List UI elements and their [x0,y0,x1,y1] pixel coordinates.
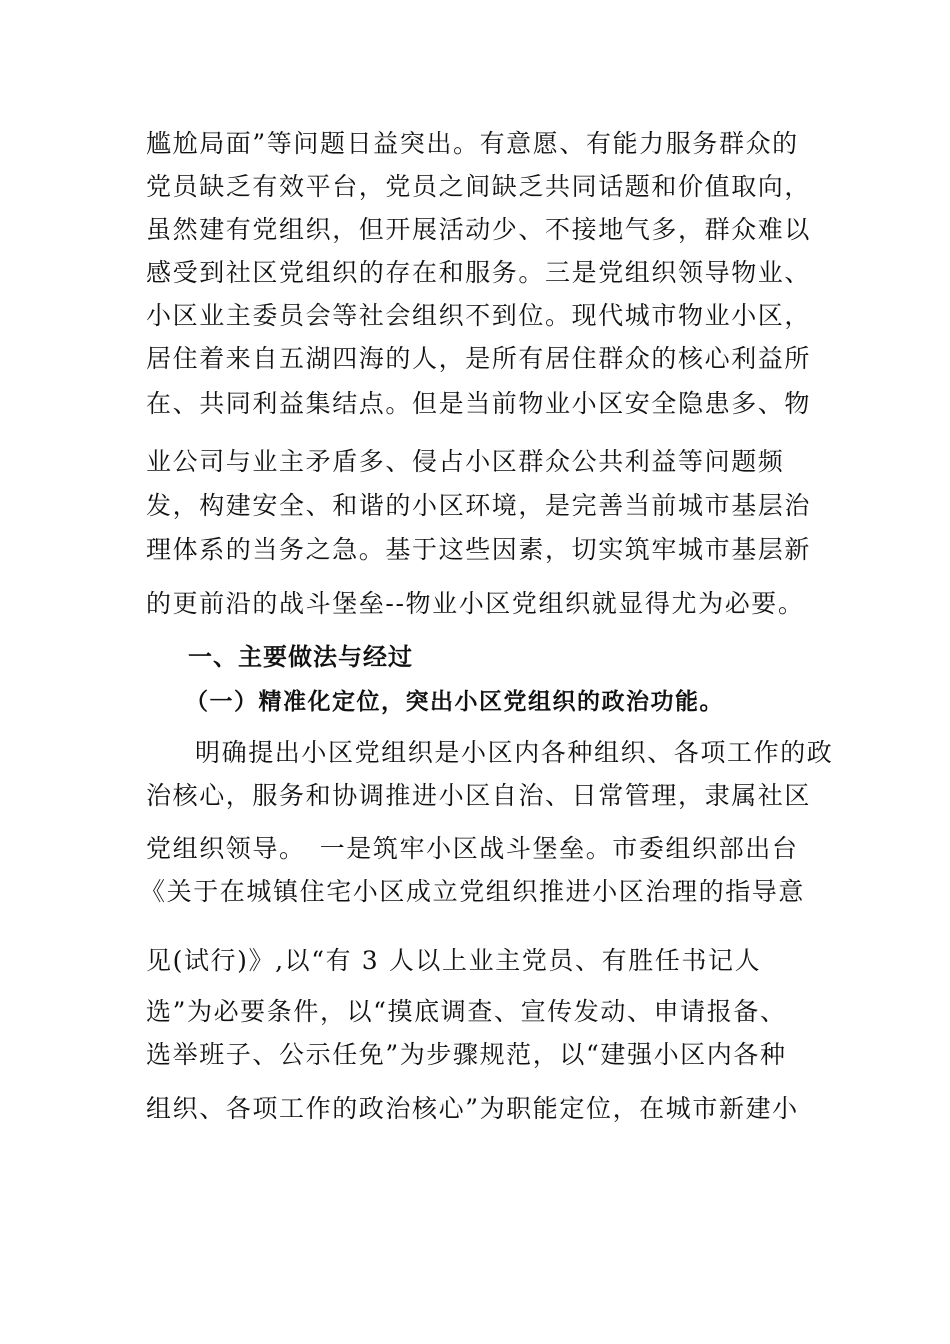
body-text-line: 明确提出小区党组织是小区内各种组织、各项工作的政 [195,738,834,767]
body-text-line: 虽然建有党组织，但开展活动少、不接地气多，群众难以 [146,215,812,244]
body-text-line: 发，构建安全、和谐的小区环境，是完善当前城市基层治 [146,491,812,520]
body-text-line: 的更前沿的战斗堡垒--物业小区党组织就显得尤为必要。 [146,589,805,618]
section-heading: 一、主要做法与经过 [188,643,413,671]
body-text-line: 理体系的当务之急。基于这些因素，切实筑牢城市基层新 [146,535,812,564]
body-text-line: 党组织领导。 一是筑牢小区战斗堡垒。市委组织部出台 [146,834,799,863]
body-text-line: 组织、各项工作的政治核心”为职能定位，在城市新建小 [146,1094,799,1123]
body-text-line: 业公司与业主矛盾多、侵占小区群众公共利益等问题频 [146,447,785,476]
body-text-line: 感受到社区党组织的存在和服务。三是党组织领导物业、 [146,258,812,287]
body-text-line: 见(试行)》,以“有 3 人以上业主党员、有胜任书记人 [146,946,762,975]
body-text-line: 在、共同利益集结点。但是当前物业小区安全隐患多、物 [146,389,812,418]
subsection-heading: （一）精准化定位，突出小区党组织的政治功能。 [185,688,724,715]
body-text-line: 治核心，服务和协调推进小区自治、日常管理，隶属社区 [146,781,812,810]
body-text-line: 尴尬局面”等问题日益突出。有意愿、有能力服务群众的 [146,129,799,158]
body-text-line: 党员缺乏有效平台，党员之间缺乏共同话题和价值取向， [146,172,812,201]
body-text-line: 选”为必要条件，以“摸底调查、宣传发动、申请报备、 [146,997,787,1026]
body-text-line: 选举班子、公示任免”为步骤规范，以“建强小区内各种 [146,1040,787,1069]
body-text-line: 《关于在城镇住宅小区成立党组织推进小区治理的指导意 [140,877,806,906]
body-text-line: 居住着来自五湖四海的人，是所有居住群众的核心利益所 [146,344,812,373]
body-text-line: 小区业主委员会等社会组织不到位。现代城市物业小区， [146,301,812,330]
